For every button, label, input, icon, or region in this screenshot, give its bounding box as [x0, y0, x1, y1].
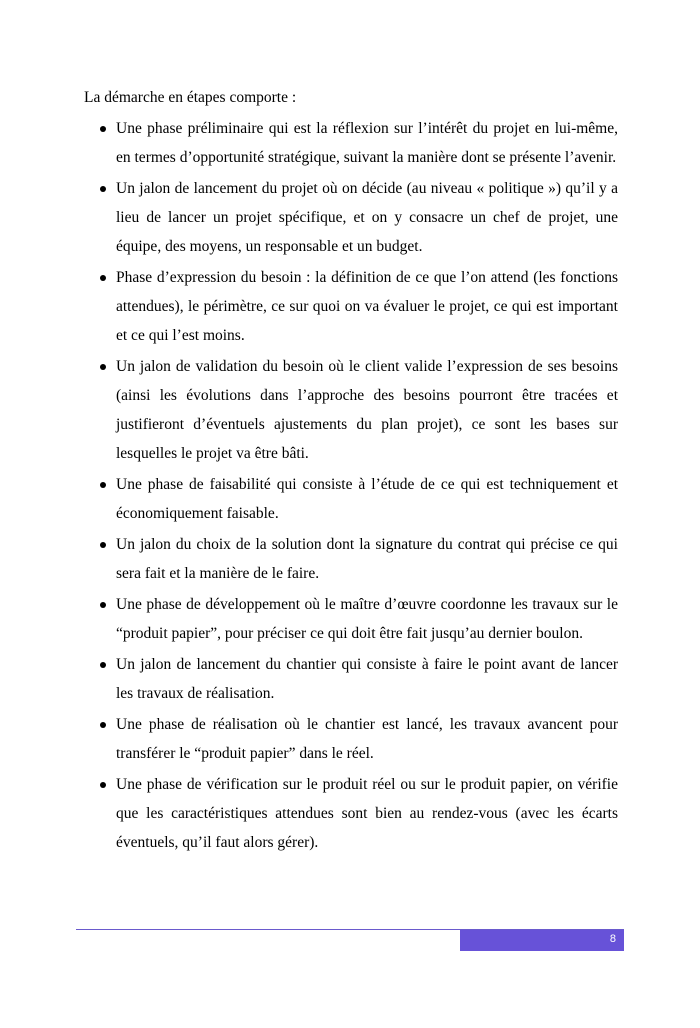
- list-item: [84, 352, 618, 468]
- list-item-text: Phase d’expression du besoin : la définition de ce que l’on attend (les fonctions attendues), le périmètre, ce sur quoi on va évaluer le projet, ce qui est important et ce qui l’est moins.: [116, 269, 618, 344]
- list-item: [84, 263, 618, 350]
- bullet-icon: [100, 722, 106, 728]
- list-item-text: Un jalon de lancement du chantier qui consiste à faire le point avant de lancer les travaux de réalisation.: [116, 656, 618, 702]
- list-item: [84, 650, 618, 708]
- list-item: [84, 470, 618, 528]
- intro-text: La démarche en étapes comporte :: [84, 89, 297, 106]
- bullet-icon: [100, 542, 106, 548]
- list-item: [84, 530, 618, 588]
- bullet-icon: [100, 602, 106, 608]
- steps-list: [84, 114, 618, 859]
- list-item-text: Une phase de faisabilité qui consiste à l’étude de ce qui est techniquement et économiquement faisable.: [116, 476, 618, 522]
- list-item-text: Un jalon de lancement du projet où on décide (au niveau « politique ») qu’il y a lieu de lancer un projet spécifique, et on y consacre un chef de projet, une équipe, des moyens, un responsable et un budget.: [116, 180, 618, 255]
- bullet-icon: [100, 662, 106, 668]
- bullet-icon: [100, 126, 106, 132]
- list-item: [84, 590, 618, 648]
- list-item-text: Un jalon de validation du besoin où le client valide l’expression de ses besoins (ainsi les évolutions dans l’approche des besoins pourront être tracées et justifieront d’éventuels ajustements du plan projet), ce sont les bases sur lesquelles le projet va être bâti.: [116, 358, 618, 462]
- list-item-text: Une phase de vérification sur le produit réel ou sur le produit papier, on vérifie que les caractéristiques attendues sont bien au rendez-vous (avec les écarts éventuels, qu’il faut alors gérer).: [116, 776, 618, 851]
- list-item: [84, 114, 618, 172]
- bullet-icon: [100, 782, 106, 788]
- page-number: 8: [609, 933, 616, 945]
- bullet-icon: [100, 275, 106, 281]
- list-item-text: Une phase de développement où le maître d’œuvre coordonne les travaux sur le “produit papier”, pour préciser ce qui doit être fait jusqu’au dernier boulon.: [116, 596, 618, 642]
- bullet-icon: [100, 482, 106, 488]
- bullet-icon: [100, 364, 106, 370]
- list-item-text: Une phase préliminaire qui est la réflexion sur l’intérêt du projet en lui-même, en termes d’opportunité stratégique, suivant la manière dont se présente l’avenir.: [116, 120, 618, 166]
- bullet-icon: [100, 186, 106, 192]
- list-item: [84, 770, 618, 857]
- page-number-box: [460, 930, 624, 951]
- list-item-text: Un jalon du choix de la solution dont la signature du contrat qui précise ce qui sera fait et la manière de le faire.: [116, 536, 618, 582]
- list-item: [84, 710, 618, 768]
- list-item: [84, 174, 618, 261]
- list-item-text: Une phase de réalisation où le chantier est lancé, les travaux avancent pour transférer le “produit papier” dans le réel.: [116, 716, 618, 762]
